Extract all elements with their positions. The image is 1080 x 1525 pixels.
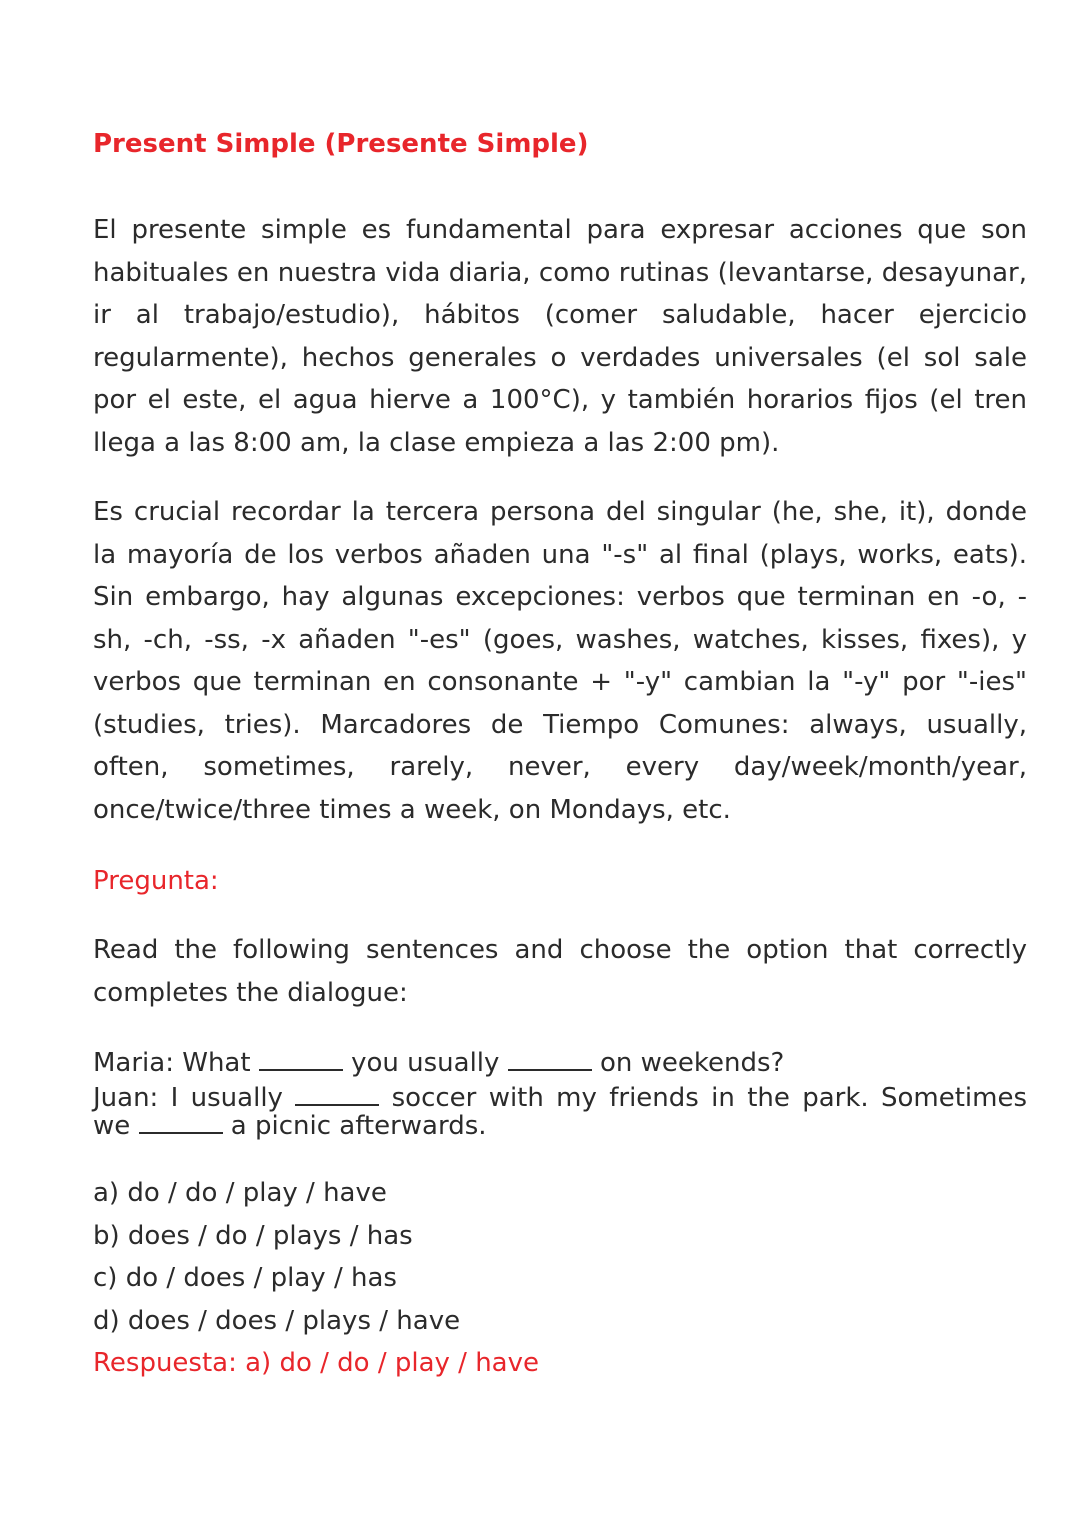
option-d: d) does / does / plays / have xyxy=(93,1305,461,1336)
dialogue-text: soccer with my friends in the park. Sometimes we xyxy=(93,1083,1028,1141)
document-page xyxy=(93,124,1027,1385)
dialogue-text: you usually xyxy=(351,1048,500,1078)
dialogue xyxy=(93,1042,1027,1140)
option-c: c) do / does / play / has xyxy=(93,1263,397,1293)
paragraph-intro: El presente simple es fundamental para expresar acciones que son habituales en nuestra vida diaria, como rutinas (levantarse, desayunar, ir al trabajo/estudio), hábitos (comer saludable, hacer ejercicio regularmente), hechos generales o verdades universales (el sol sale por el este, el agua hierve a 100°C), y también horarios fijos (el tren llega a las 8:00 am, la clase empieza a las 2:00 pm). xyxy=(93,215,1027,458)
option-a: a) do / do / play / have xyxy=(93,1178,387,1208)
dialogue-text: Maria: What xyxy=(93,1048,251,1078)
dialogue-text: a picnic afterwards. xyxy=(230,1111,487,1141)
dialogue-line-maria xyxy=(93,1042,1027,1084)
answer-blank xyxy=(295,1084,379,1106)
answer-blank xyxy=(259,1049,343,1071)
answer-blank xyxy=(139,1112,223,1134)
dialogue-line-juan xyxy=(93,1084,1027,1140)
dialogue-text: Juan: I usually xyxy=(93,1083,283,1113)
answer-text: Respuesta: a) do / do / play / have xyxy=(93,1348,539,1378)
question-label: Pregunta: xyxy=(93,866,219,896)
dialogue-text: on weekends? xyxy=(599,1048,785,1078)
section-title: Present Simple (Presente Simple) xyxy=(93,129,589,159)
paragraph-third-person: Es crucial recordar la tercera persona del singular (he, she, it), donde la mayoría de los verbos añaden una "-s" al final (plays, works, eats). Sin embargo, hay algunas excepciones: verbos que terminan en -o, -sh, -ch, -ss, -x añaden "-es" (goes, washes, watches, kisses, fixes), y verbos que terminan en consonante + "-y" cambian la "-y" por "-ies" (studies, tries). Marcadores de Tiempo Comunes: always, usually, often, sometimes, rarely, never, every day/week/month/year, once/twice/three times a week, on Mondays, etc. xyxy=(93,497,1027,825)
question-prompt: Read the following sentences and choose the option that correctly completes the dialogue: xyxy=(93,935,1027,1008)
option-b: b) does / do / plays / has xyxy=(93,1220,413,1251)
answer-options xyxy=(93,1172,1027,1385)
answer-blank xyxy=(508,1049,592,1071)
